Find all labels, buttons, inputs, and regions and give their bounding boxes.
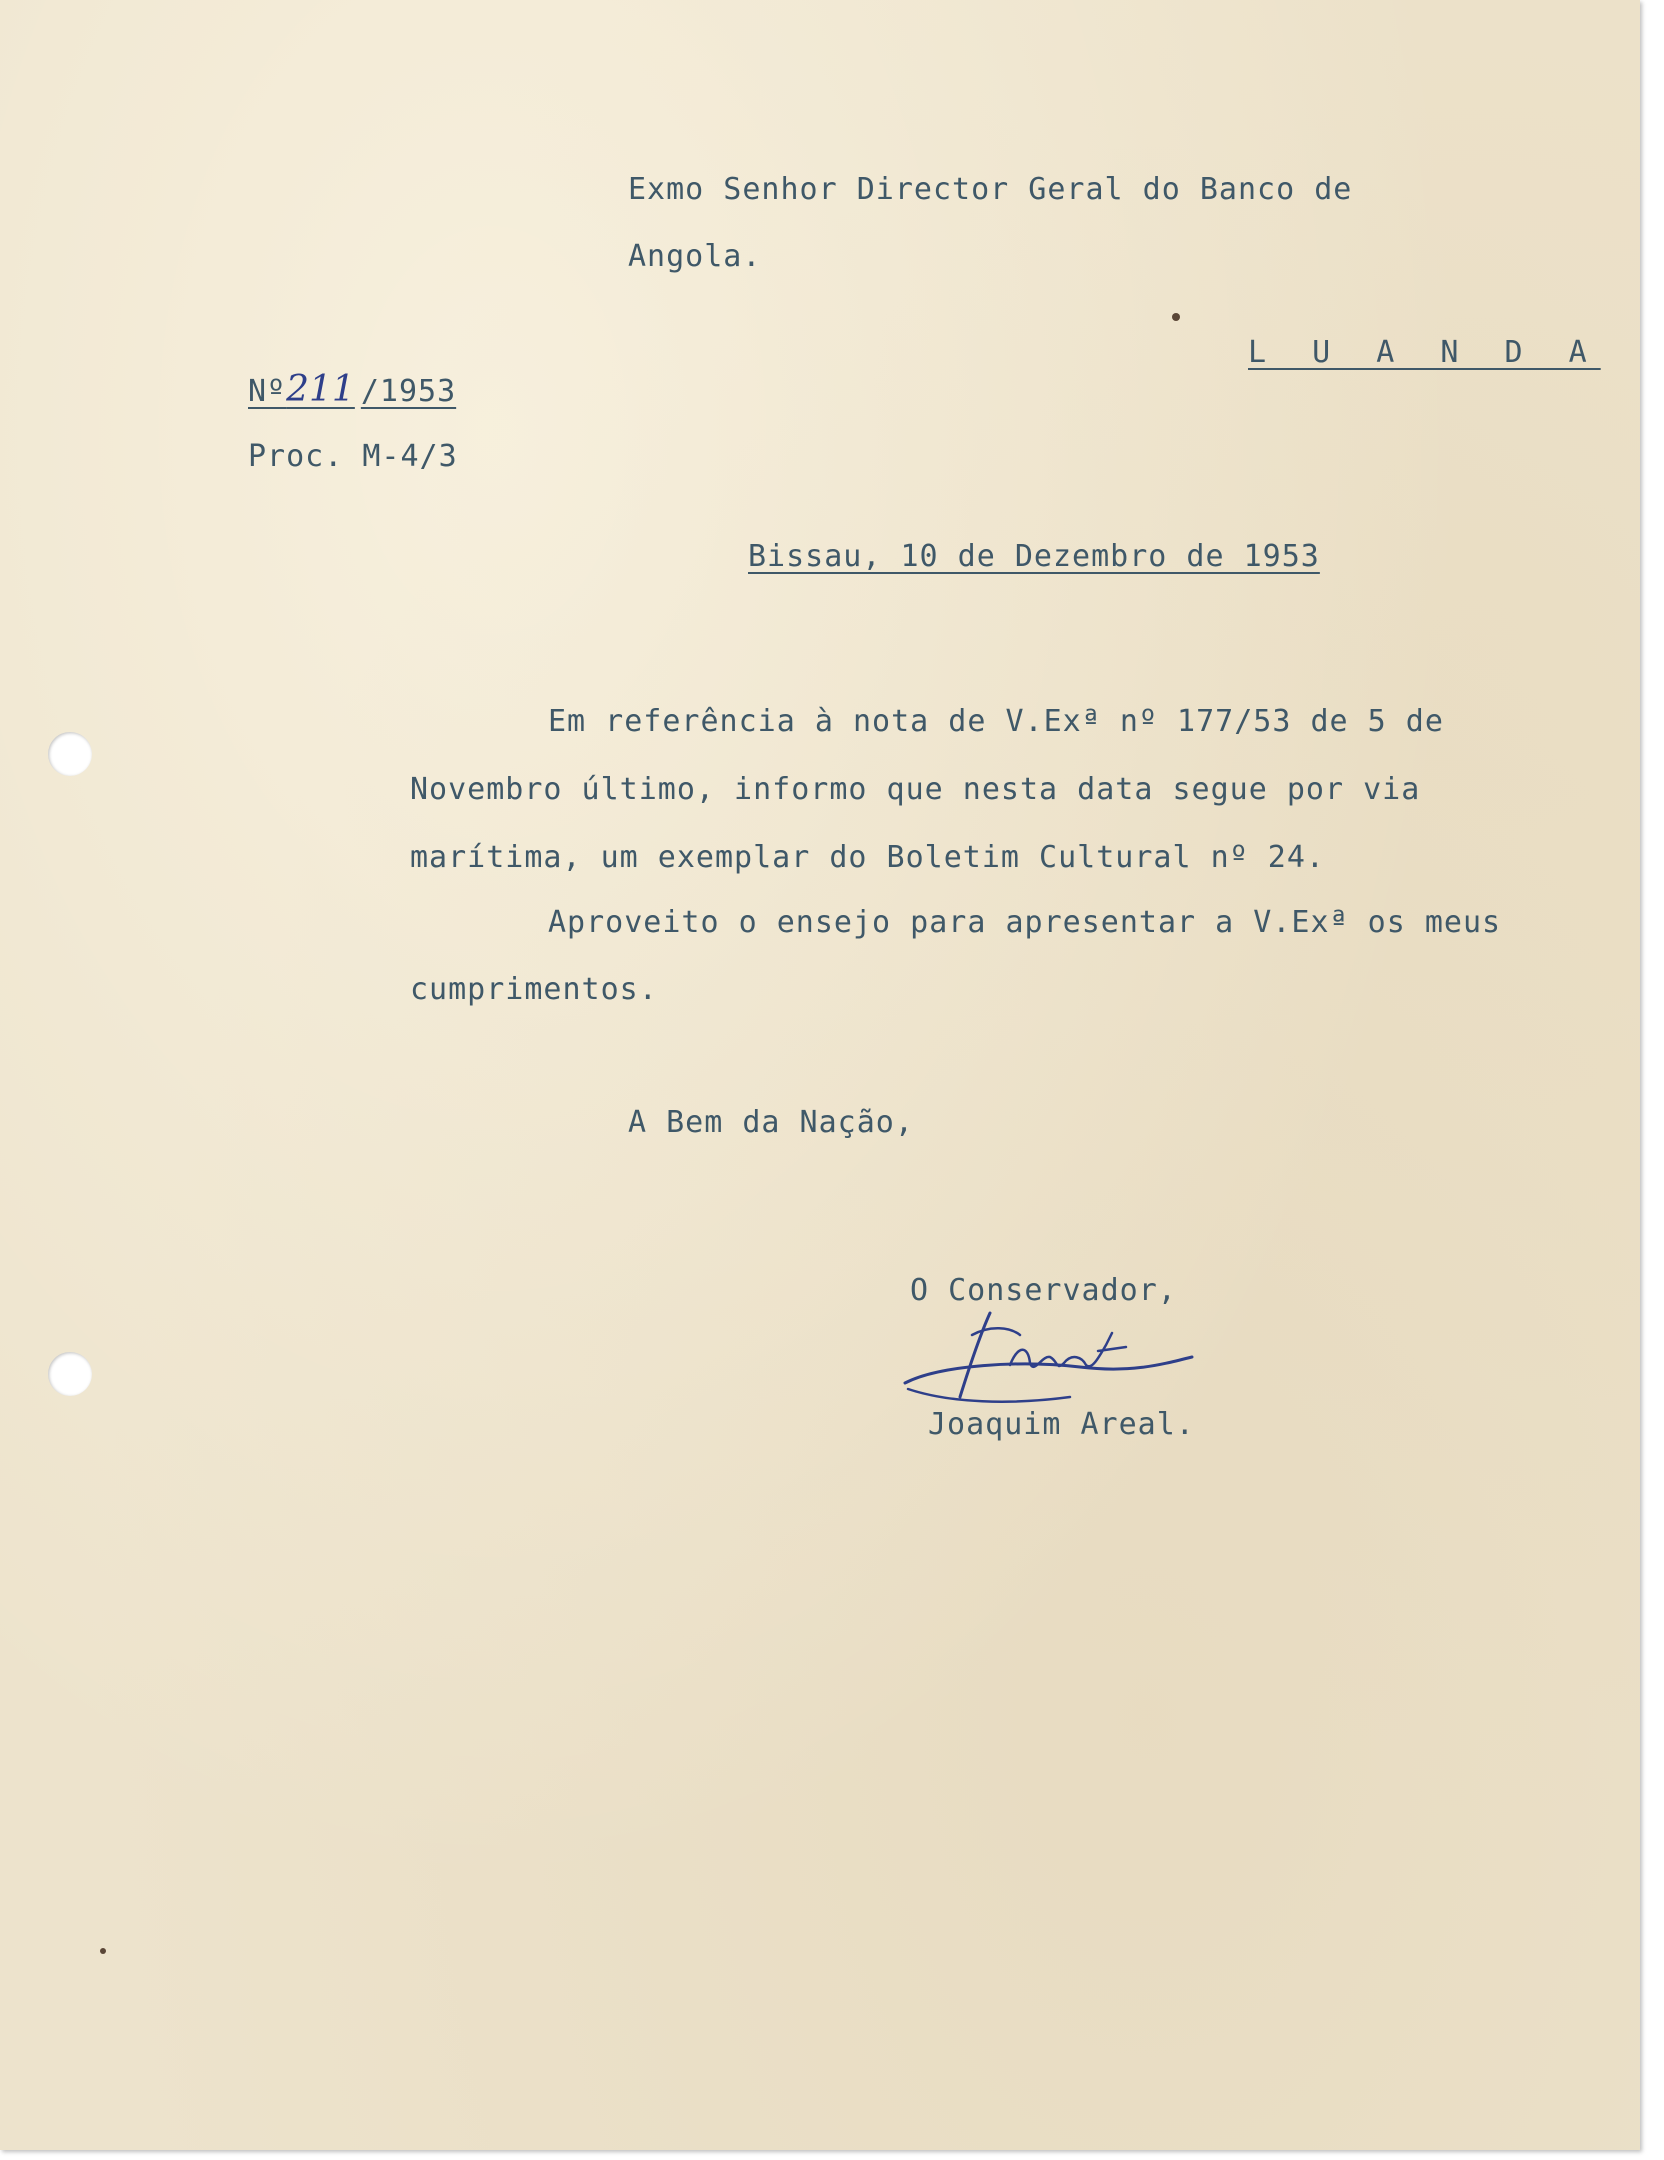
closing-salutation: A Bem da Nação, — [628, 1105, 914, 1140]
body-line-5: cumprimentos. — [410, 972, 658, 1007]
process-reference: Proc. M-4/3 — [248, 439, 458, 474]
punch-hole-top — [48, 732, 92, 776]
place-and-date: Bissau, 10 de Dezembro de 1953 — [748, 539, 1320, 574]
reference-year: /1953 — [360, 374, 457, 409]
body-line-2: Novembro último, informo que nesta data segue por via — [410, 772, 1421, 807]
reference-number-handwritten: 211 — [286, 369, 355, 410]
addressee-line-2: Angola. — [628, 239, 762, 274]
destination-city: L U A N D A — [1248, 335, 1601, 370]
reference-prefix: Nº — [248, 374, 287, 409]
body-line-1: Em referência à nota de V.Exª nº 177/53 de 5 de — [548, 704, 1444, 739]
ink-speck — [1172, 313, 1180, 321]
addressee-line-1: Exmo Senhor Director Geral do Banco de — [628, 172, 1353, 207]
signatory-name: Joaquim Areal. — [928, 1407, 1195, 1442]
ink-speck — [100, 1948, 106, 1954]
punch-hole-bottom — [48, 1352, 92, 1396]
signatory-title: O Conservador, — [910, 1273, 1177, 1308]
reference-number — [248, 369, 457, 410]
body-line-4: Aproveito o ensejo para apresentar a V.Exª os meus — [548, 905, 1502, 940]
body-line-3: marítima, um exemplar do Boletim Cultural nº 24. — [410, 840, 1325, 875]
